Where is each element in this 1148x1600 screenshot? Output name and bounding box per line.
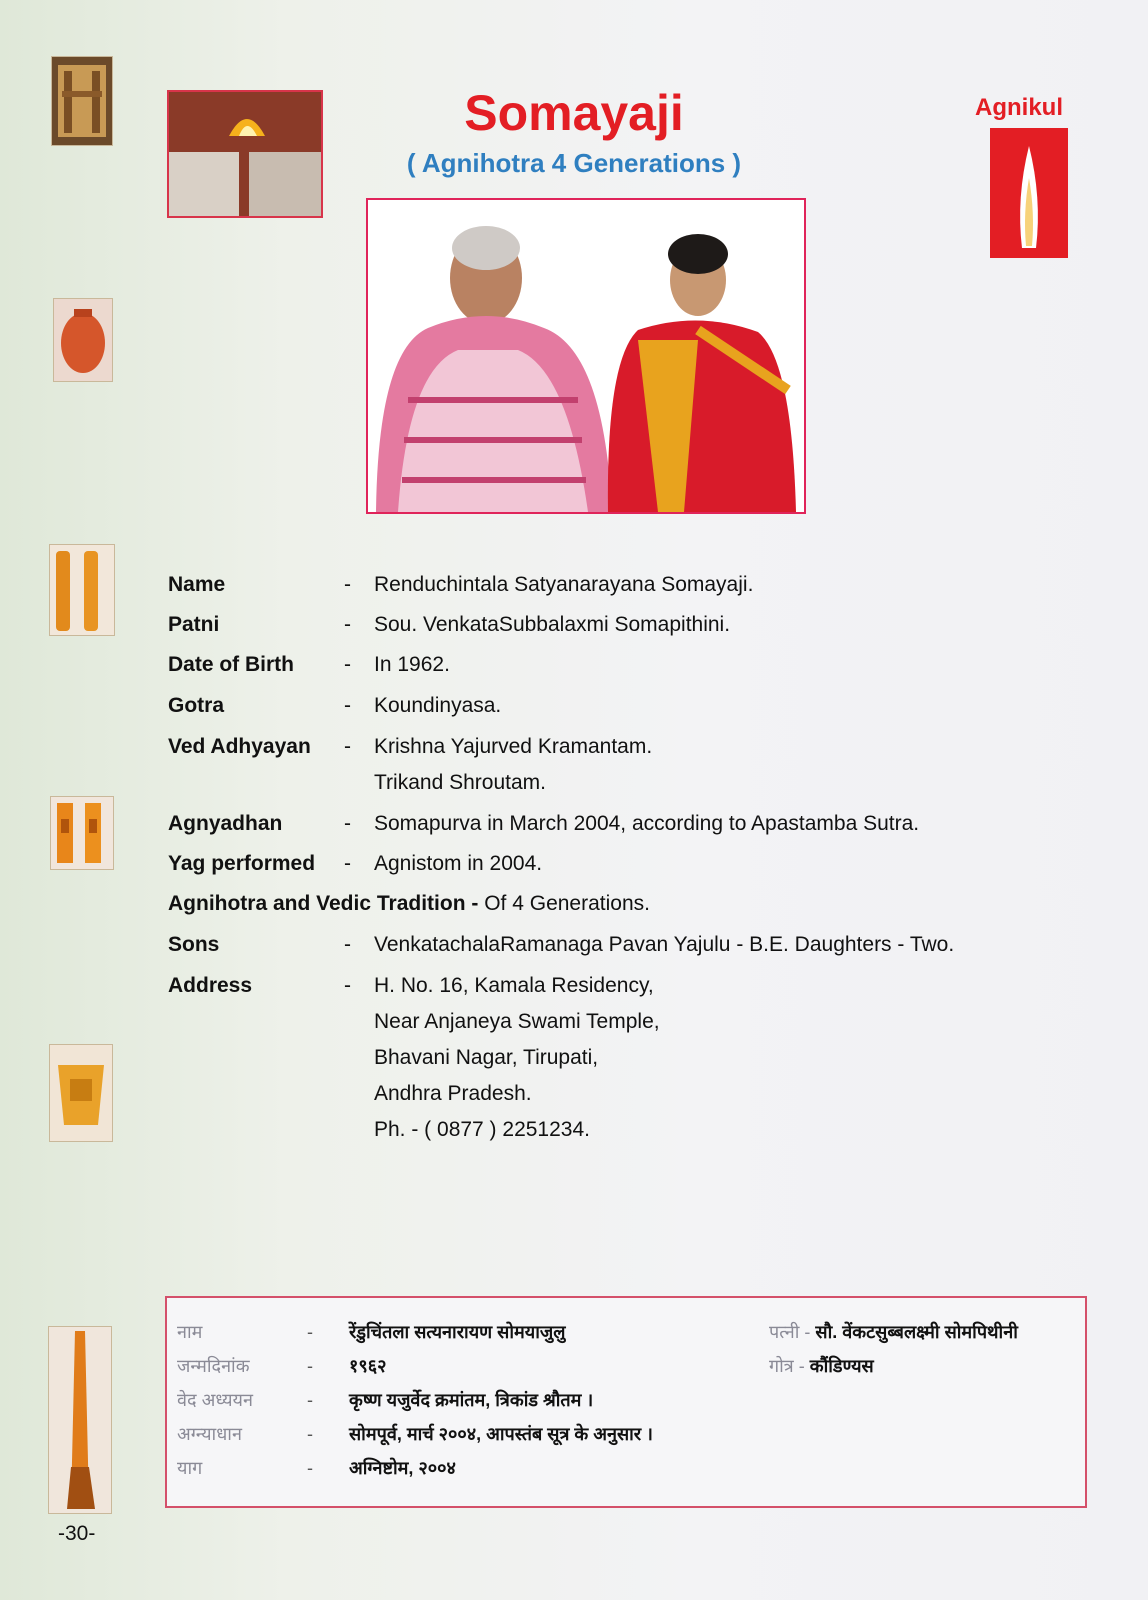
patni-value: Sou. VenkataSubbalaxmi Somapithini. xyxy=(374,613,731,636)
agnikul-label: Agnikul xyxy=(975,94,1063,121)
hindi-gotra-label: गोत्र - xyxy=(769,1356,805,1376)
hindi-label: जन्मदिनांक xyxy=(177,1356,250,1376)
separator: - xyxy=(307,1390,313,1410)
address-label: Address xyxy=(168,974,253,997)
tradition-value: Of 4 Generations. xyxy=(484,892,650,915)
address-line-4: Andhra Pradesh. xyxy=(374,1082,532,1105)
hindi-patni-value: सौ. वेंकटसुब्बलक्ष्मी सोमपिथीनी xyxy=(815,1322,1018,1342)
separator: - xyxy=(344,974,351,997)
ved-value: Krishna Yajurved Kramantam. xyxy=(374,735,653,758)
gotra-value: Koundinyasa. xyxy=(374,694,502,717)
hindi-gotra-value: कौंडिण्यस xyxy=(809,1356,874,1376)
hindi-gotra xyxy=(769,1352,874,1380)
yag-value: Agnistom in 2004. xyxy=(374,852,543,875)
yag-label: Yag performed xyxy=(168,852,316,875)
couple-photo xyxy=(366,198,806,514)
hindi-value: सोमपूर्व, मार्च २००४, आपस्तंब सूत्र के अनुसार । xyxy=(349,1424,653,1444)
page-title: Somayaji xyxy=(464,85,684,141)
hindi-value: कृष्ण यजुर्वेद क्रमांतम, त्रिकांड श्रौतम । xyxy=(349,1390,594,1410)
hindi-summary-box xyxy=(165,1296,1087,1508)
tradition-row xyxy=(168,891,650,917)
dob-value: In 1962. xyxy=(374,653,450,676)
separator: - xyxy=(307,1458,313,1478)
hindi-label: नाम xyxy=(177,1322,203,1342)
hindi-label: याग xyxy=(177,1458,203,1478)
separator: - xyxy=(344,613,351,636)
name-label: Name xyxy=(168,573,226,596)
agnyadhan-value: Somapurva in March 2004, according to Apastamba Sutra. xyxy=(374,812,920,835)
sons-value: VenkatachalaRamanaga Pavan Yajulu - B.E. Daughters - Two. xyxy=(374,933,955,956)
hindi-label: अग्न्याधान xyxy=(177,1424,242,1444)
wooden-vessel-thumbnail xyxy=(49,1044,113,1142)
separator: - xyxy=(307,1356,313,1376)
separator: - xyxy=(344,573,351,596)
address-line-3: Bhavani Nagar, Tirupati, xyxy=(374,1046,599,1069)
hindi-value: १९६२ xyxy=(349,1356,387,1376)
dob-label: Date of Birth xyxy=(168,653,294,676)
hindi-patni-label: पत्नी - xyxy=(769,1322,811,1342)
separator: - xyxy=(307,1322,313,1342)
name-value: Renduchintala Satyanarayana Somayaji. xyxy=(374,573,754,596)
separator: - xyxy=(307,1424,313,1444)
phone-line: Ph. - ( 0877 ) 2251234. xyxy=(374,1118,590,1141)
flame-icon xyxy=(990,128,1068,258)
tradition-label: Agnihotra and Vedic Tradition xyxy=(168,892,466,915)
page-number: -30- xyxy=(58,1522,96,1545)
ved-value-2: Trikand Shroutam. xyxy=(374,771,546,794)
hindi-label: वेद अध्ययन xyxy=(177,1390,253,1410)
separator: - xyxy=(344,694,351,717)
separator: - xyxy=(344,812,351,835)
gotra-label: Gotra xyxy=(168,694,225,717)
hindi-value: अग्निष्टोम, २००४ xyxy=(349,1458,456,1478)
hindi-value: रेंडुचिंतला सत्यनारायण सोमयाजुलु xyxy=(349,1322,566,1342)
separator: - xyxy=(344,653,351,676)
separator: - xyxy=(344,933,351,956)
separator: - xyxy=(344,735,351,758)
sons-label: Sons xyxy=(168,933,220,956)
address-line-1: H. No. 16, Kamala Residency, xyxy=(374,974,654,997)
separator: - xyxy=(471,892,479,915)
agnyadhan-label: Agnyadhan xyxy=(168,812,283,835)
wooden-stick-thumbnail xyxy=(48,1326,112,1514)
patni-label: Patni xyxy=(168,613,220,636)
address-line-2: Near Anjaneya Swami Temple, xyxy=(374,1010,660,1033)
wooden-ladles-thumbnail xyxy=(49,544,115,636)
separator: - xyxy=(344,852,351,875)
wooden-spoons-thumbnail xyxy=(50,796,114,870)
page-subtitle: ( Agnihotra 4 Generations ) xyxy=(406,148,742,178)
ved-label: Ved Adhyayan xyxy=(168,735,311,758)
hindi-patni xyxy=(769,1318,1018,1346)
clay-pot-thumbnail xyxy=(53,298,113,382)
